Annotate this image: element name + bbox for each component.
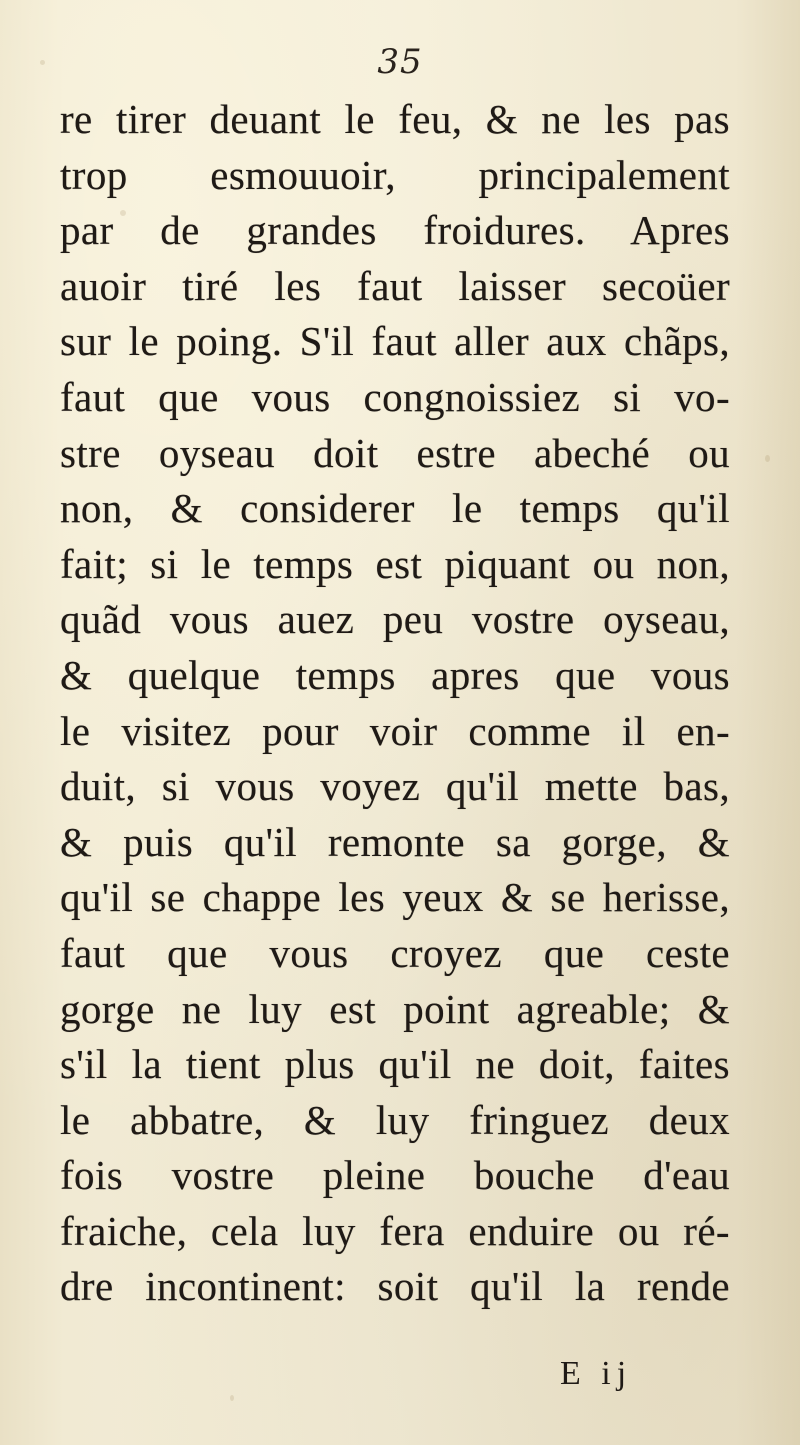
- text-line: faut que vous congnoissiez si vo-: [60, 373, 730, 420]
- text-line: auoir tiré les faut laisser secoüer: [60, 262, 730, 309]
- text-line: stre oyseau doit estre abeché ou: [60, 429, 730, 476]
- text-line: le abbatre, & luy fringuez deux: [60, 1096, 730, 1143]
- text-line: sur le poing. S'il faut aller aux chãps,: [60, 318, 730, 365]
- body-text: [60, 92, 730, 1315]
- text-line: faut que vous croyez que ceste: [60, 929, 730, 976]
- text-line: & puis qu'il remonte sa gorge, &: [60, 818, 730, 865]
- text-line: fraiche, cela luy fera enduire ou ré-: [60, 1207, 730, 1254]
- text-line: & quelque temps apres que vous: [60, 651, 730, 698]
- text-line: re tirer deuant le feu, & ne les pas: [60, 96, 730, 142]
- text-line: qu'il se chappe les yeux & se herisse,: [60, 874, 730, 921]
- text-line: gorge ne luy est point agreable; &: [60, 985, 730, 1032]
- foxing-spot: [765, 455, 770, 462]
- text-line: quãd vous auez peu vostre oyseau,: [60, 596, 730, 643]
- text-line: duit, si vous voyez qu'il mette bas,: [60, 763, 730, 810]
- text-line: par de grandes froidures. Apres: [60, 207, 730, 254]
- text-line: s'il la tient plus qu'il ne doit, faites: [60, 1041, 730, 1088]
- text-line: dre incontinent: soit qu'il la rende: [60, 1263, 730, 1310]
- text-line: le visitez pour voir comme il en-: [60, 707, 730, 754]
- text-line: trop esmouuoir, principalement: [60, 151, 730, 198]
- signature-mark: E ij: [560, 1355, 633, 1392]
- text-line: non, & considerer le temps qu'il: [60, 485, 730, 532]
- text-line: fois vostre pleine bouche d'eau: [60, 1152, 730, 1199]
- foxing-spot: [230, 1395, 234, 1401]
- page-number: 35: [377, 42, 423, 82]
- text-line: fait; si le temps est piquant ou non,: [60, 540, 730, 587]
